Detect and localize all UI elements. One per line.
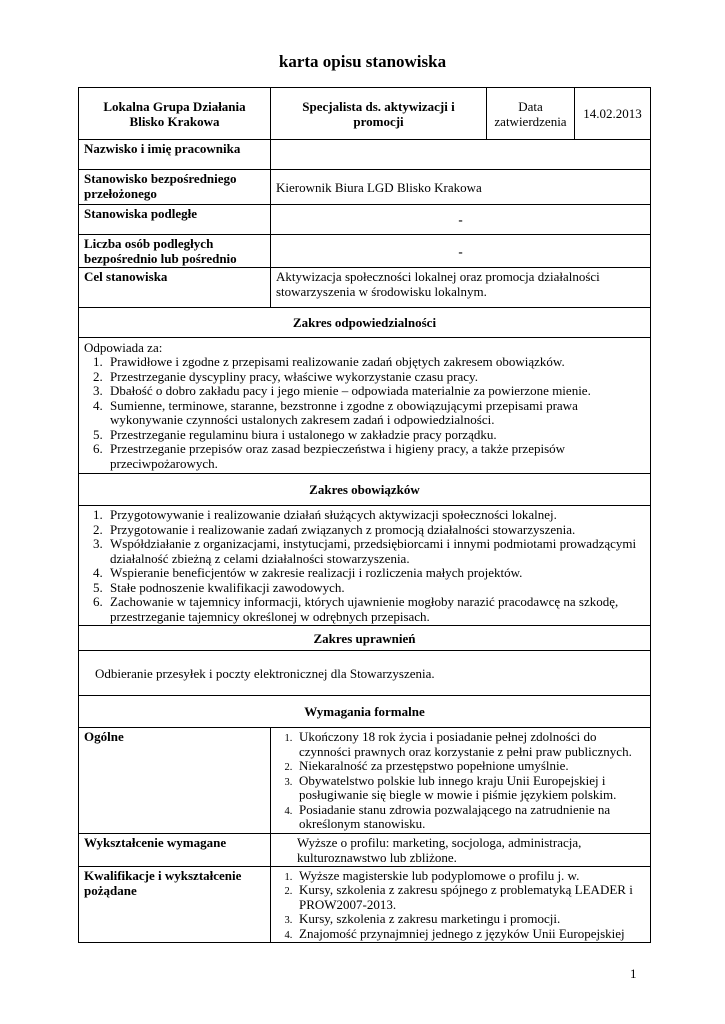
goal-value: Aktywizacja społeczności lokalnej oraz promocja działalności stowarzyszenia w środowisku lokalnym. [271,268,651,308]
responsibility-cell [79,338,651,474]
goal-label: Cel stanowiska [79,268,271,308]
count-row [79,235,651,268]
education-label: Wykształcenie wymagane [79,833,271,866]
general-item: 1. Ukończony 18 rok życia i posiadanie pełnej zdolności do czynności prawnych oraz korzystanie z pełni praw publicznych. [295,730,646,759]
superior-value: Kierownik Biura LGD Blisko Krakowa [271,170,651,205]
responsibility-heading-row [79,308,651,338]
count-value: - [271,235,651,268]
count-label: Liczba osób podległych bezpośrednio lub pośrednio [79,235,271,268]
duty-item: 6. Zachowanie w tajemnicy informacji, których ujawnienie mogłoby narazić pracodawcę na szkodę, przestrzeganie tajemnicy określonej w odrębnych przepisach. [106,595,645,624]
qualifications-label: Kwalifikacje i wykształcenie pożądane [79,866,271,943]
duties-heading-row [79,474,651,506]
qualification-item: 4. Znajomość przynajmniej jednego z języków Unii Europejskiej [295,927,648,942]
general-item: 2. Niekaralność za przestępstwo popełnione umyślnie. [295,759,646,774]
education-row [79,833,651,866]
duties-row [79,506,651,626]
general-item: 4. Posiadanie stanu zdrowia pozwalającego na zatrudnienie na określonym stanowisku. [295,803,646,832]
superior-row [79,170,651,205]
education-value: Wyższe o profilu: marketing, socjologa, administracja, kulturoznawstwo lub zbliżone. [271,833,651,866]
duty-item: 1. Przygotowywanie i realizowanie działań służących aktywizacji społeczności lokalnej. [106,508,645,523]
document-title: karta opisu stanowiska [278,52,447,71]
general-label: Ogólne [79,728,271,834]
duties-cell [79,506,651,626]
permissions-row [79,651,651,696]
qualifications-list [273,869,648,942]
responsibility-intro: Odpowiada za: [84,340,163,355]
permissions-heading: Zakres uprawnień [79,626,651,651]
responsibility-heading: Zakres odpowiedzialności [79,308,651,338]
qualification-item: 2. Kursy, szkolenia z zakresu spójnego z problematyką LEADER i PROW2007-2013. [295,883,648,912]
responsibility-item: 3. Dbałość o dobro zakładu pacy i jego mienie – odpowiada materialnie za powierzone mienie. [106,384,645,399]
duty-item: 3. Współdziałanie z organizacjami, instytucjami, przedsiębiorcami i innymi podmiotami prowadzącymi działalność zbieżną z celami działalności stowarzyszenia. [106,537,645,566]
employee-row [79,140,651,170]
subordinate-value: - [271,205,651,235]
duty-item: 5. Stałe podnoszenie kwalifikacji zawodowych. [106,581,645,596]
duties-list [84,508,645,624]
permissions-text: Odbieranie przesyłek i poczty elektronicznej dla Stowarzyszenia. [79,651,651,696]
general-requirements-row [79,728,651,834]
qualification-item: 3. Kursy, szkolenia z zakresu marketingu i promocji. [295,912,648,927]
job-description-table [78,87,651,943]
qualification-item: 1. Wyższe magisterskie lub podyplomowe o profilu j. w. [295,869,648,884]
duty-item: 2. Przygotowanie i realizowanie zadań związanych z promocją działalności stowarzyszenia. [106,523,645,538]
date-label: Data zatwierdzenia [487,88,575,140]
employee-label: Nazwisko i imię pracownika [79,140,271,170]
responsibility-item: 4. Sumienne, terminowe, staranne, bezstronne i zgodne z obowiązującymi przepisami prawa wykonywanie czynności ustalonych zakresem zadań i odpowiedzialności. [106,399,645,428]
org-name: Lokalna Grupa Działania Blisko Krakowa [79,88,271,140]
general-list [273,730,646,832]
subordinate-label: Stanowiska podległe [79,205,271,235]
qualifications-row [79,866,651,943]
general-cell [271,728,651,834]
page-number: 1 [630,966,637,981]
qualifications-cell [271,866,651,943]
duty-item: 4. Wspieranie beneficjentów w zakresie realizacji i rozliczenia małych projektów. [106,566,645,581]
approval-date: 14.02.2013 [575,88,651,140]
responsibility-item: 6. Przestrzeganie przepisów oraz zasad bezpieczeństwa i higieny pracy, a także przepisów przeciwpożarowych. [106,442,645,471]
permissions-heading-row [79,626,651,651]
requirements-heading: Wymagania formalne [79,696,651,728]
duties-heading: Zakres obowiązków [79,474,651,506]
header-row [79,88,651,140]
employee-value [271,140,651,170]
subordinate-row [79,205,651,235]
responsibility-item: 5. Przestrzeganie regulaminu biura i ustalonego w zakładzie pracy porządku. [106,428,645,443]
responsibility-list [84,355,645,471]
requirements-heading-row [79,696,651,728]
position-name: Specjalista ds. aktywizacji i promocji [271,88,487,140]
general-item: 3. Obywatelstwo polskie lub innego kraju Unii Europejskiej i posługiwanie się biegle w mowie i piśmie językiem polskim. [295,774,646,803]
responsibility-item: 1. Prawidłowe i zgodne z przepisami realizowanie zadań objętych zakresem obowiązków. [106,355,645,370]
responsibility-row [79,338,651,474]
superior-label: Stanowisko bezpośredniego przełożonego [79,170,271,205]
goal-row [79,268,651,308]
responsibility-item: 2. Przestrzeganie dyscypliny pracy, właściwe wykorzystanie czasu pracy. [106,370,645,385]
